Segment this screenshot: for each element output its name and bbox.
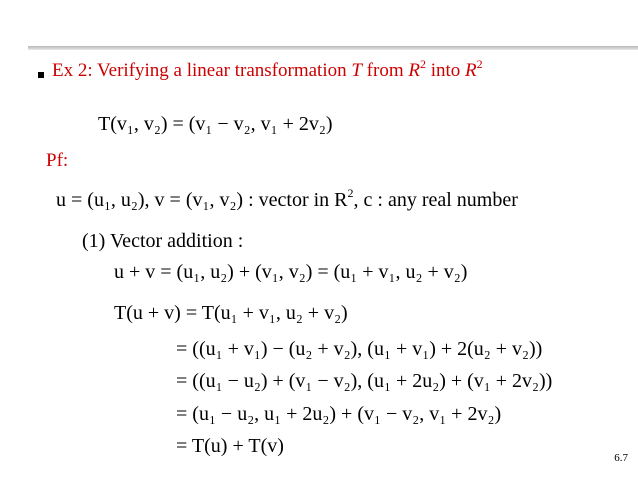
step-heading: (1) Vector addition : (82, 230, 244, 252)
bullet-marker (38, 72, 44, 78)
derivation-line-1: T(u + v) = T(u₁ + v₁, u₂ + v₂) (114, 302, 348, 324)
top-divider (28, 46, 638, 50)
proof-label: Pf: (46, 150, 69, 171)
vector-sum-equation: u + v = (u₁, u₂) + (v₁, v₂) = (u₁ + v₁, u₂ + v₂) (114, 261, 468, 283)
derivation-line-5: = T(u) + T(v) (176, 435, 284, 457)
transformation-definition: T(v₁, v₂) = (v₁ − v₂, v₁ + 2v₂) (98, 113, 333, 135)
derivation-line-2: = ((u₁ + v₁) − (u₂ + v₂), (u₁ + v₁) + 2(u₂ + v₂)) (176, 338, 543, 360)
derivation-line-3: = ((u₁ − u₂) + (v₁ − v₂), (u₁ + 2u₂) + (v₁ + 2v₂)) (176, 370, 553, 392)
derivation-line-4: = (u₁ − u₂, u₁ + 2u₂) + (v₁ − v₂, v₁ + 2v₂) (176, 403, 502, 425)
page-number: 6.7 (614, 452, 628, 464)
slide-title: Ex 2: Verifying a linear transformation T from $R^2$ into $R^2$ (52, 57, 483, 81)
vectors-setup: u = (u₁, u₂), v = (v₁, v₂) : vector in $R^2$, c : any real number (56, 186, 518, 211)
